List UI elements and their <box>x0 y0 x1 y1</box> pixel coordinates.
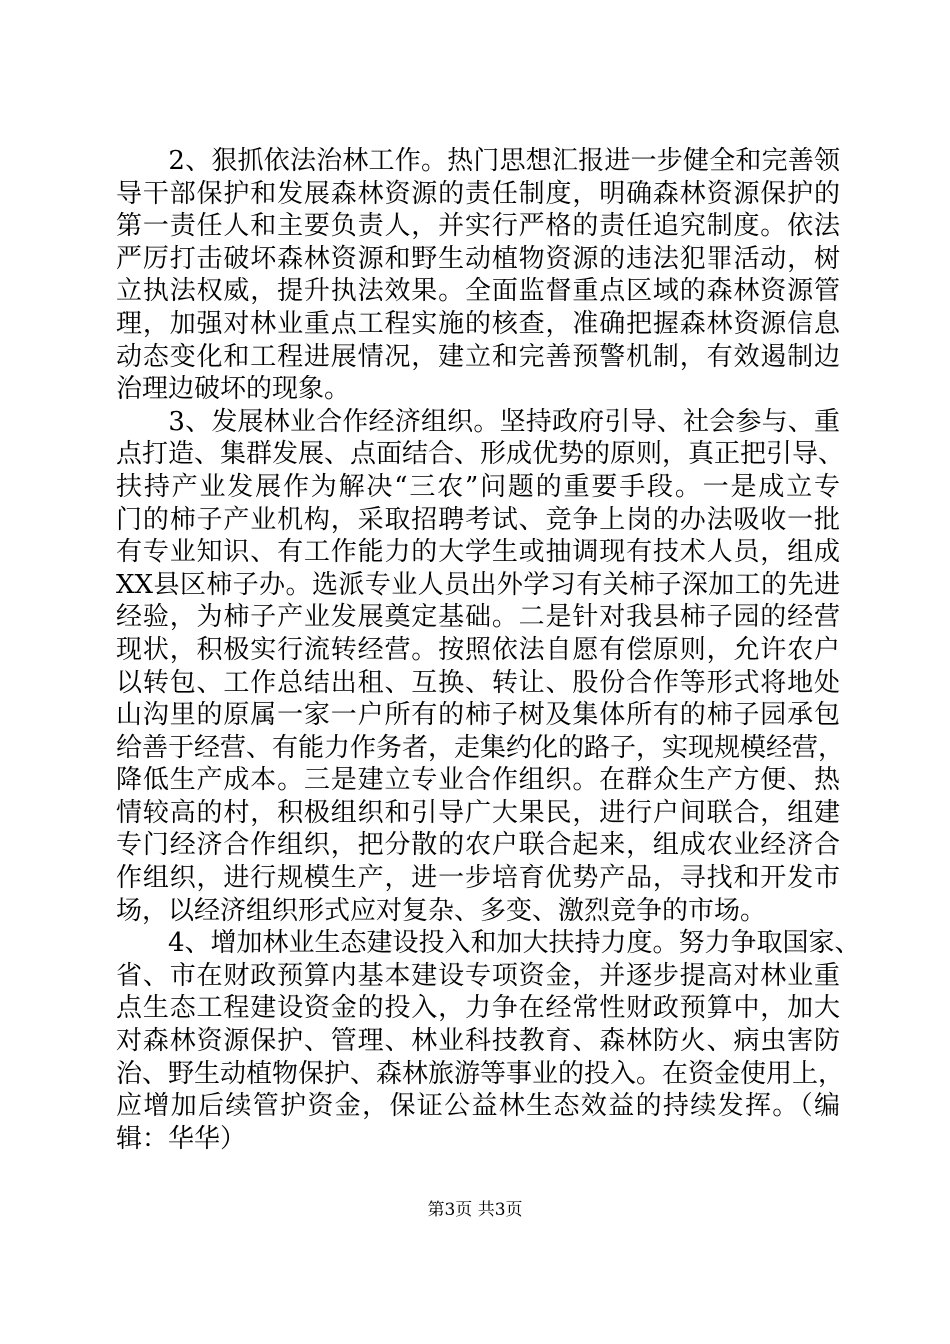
text-line: 门的柿子产业机构，采取招聘考试、竞争上岗的办法吸收一批 <box>116 504 840 535</box>
paragraph-4 <box>116 927 861 1155</box>
text-line: 2、狠抓依法治林工作。热门思想汇报进一步健全和完善领 <box>116 146 840 176</box>
text-line: 理，加强对林业重点工程实施的核查，准确把握森林资源信息 <box>116 308 840 339</box>
text-line: 扶持产业发展作为解决“三农”问题的重要手段。一是成立专 <box>116 471 840 502</box>
text-line: 现状，积极实行流转经营。按照依法自愿有偿原则，允许农户 <box>116 634 840 665</box>
text-line: 专门经济合作组织，把分散的农户联合起来，组成农业经济合 <box>116 830 840 861</box>
text-line: 点生态工程建设资金的投入，力争在经常性财政预算中，加大 <box>116 993 840 1024</box>
text-line: 山沟里的原属一家一户所有的柿子树及集体所有的柿子园承包 <box>116 700 840 731</box>
body-text <box>116 145 861 1155</box>
text-line: 3、发展林业合作经济组织。坚持政府引导、社会参与、重 <box>116 406 840 437</box>
text-line: 点打造、集群发展、点面结合、形成优势的原则，真正把引导、 <box>116 439 845 470</box>
text-line: 治理边破坏的现象。 <box>116 374 351 405</box>
paragraph-2 <box>116 145 840 406</box>
text-line: 对森林资源保护、管理、林业科技教育、森林防火、病虫害防 <box>116 1026 840 1057</box>
text-line: 有专业知识、有工作能力的大学生或抽调现有技术人员，组成 <box>116 537 840 568</box>
text-line: 经验，为柿子产业发展奠定基础。二是针对我县柿子园的经营 <box>116 602 840 633</box>
text-line: 作组织，进行规模生产，进一步培育优势产品，寻找和开发市 <box>116 863 840 894</box>
text-line: 导干部保护和发展森林资源的责任制度，明确森林资源保护的 <box>116 178 840 209</box>
text-line: 场，以经济组织形式应对复杂、多变、激烈竞争的市场。 <box>116 895 767 926</box>
text-line: 立执法权威，提升执法效果。全面监督重点区域的森林资源管 <box>116 276 840 307</box>
text-line: 以转包、工作总结出租、互换、转让、股份合作等形式将地处 <box>116 667 840 698</box>
text-line: 辑：华华） <box>116 1123 247 1154</box>
text-line: 4、增加林业生态建设投入和加大扶持力度。努力争取国家、 <box>116 928 861 959</box>
text-line: 应增加后续管护资金，保证公益林生态效益的持续发挥。（编 <box>116 1091 840 1122</box>
text-line: 给善于经营、有能力作务者，走集约化的路子，实现规模经营， <box>116 732 845 763</box>
paragraph-3 <box>116 406 845 928</box>
text-line: 严厉打击破坏森林资源和野生动植物资源的违法犯罪活动，树 <box>116 243 840 274</box>
text-line: 降低生产成本。三是建立专业合作组织。在群众生产方便、热 <box>116 765 840 796</box>
text-line: 第一责任人和主要负责人，并实行严格的责任追究制度。依法 <box>116 211 840 242</box>
text-line: 动态变化和工程进展情况，建立和完善预警机制，有效遏制边 <box>116 341 840 372</box>
page-number-footer: 第3页 共3页 <box>427 1200 523 1220</box>
text-line: 省、市在财政预算内基本建设专项资金，并逐步提高对林业重 <box>116 960 840 991</box>
text-line: 治、野生动植物保护、森林旅游等事业的投入。在资金使用上， <box>116 1058 845 1089</box>
text-line: XX县区柿子办。选派专业人员出外学习有关柿子深加工的先进 <box>116 569 840 600</box>
text-line: 情较高的村，积极组织和引导广大果民，进行户间联合，组建 <box>116 797 840 828</box>
